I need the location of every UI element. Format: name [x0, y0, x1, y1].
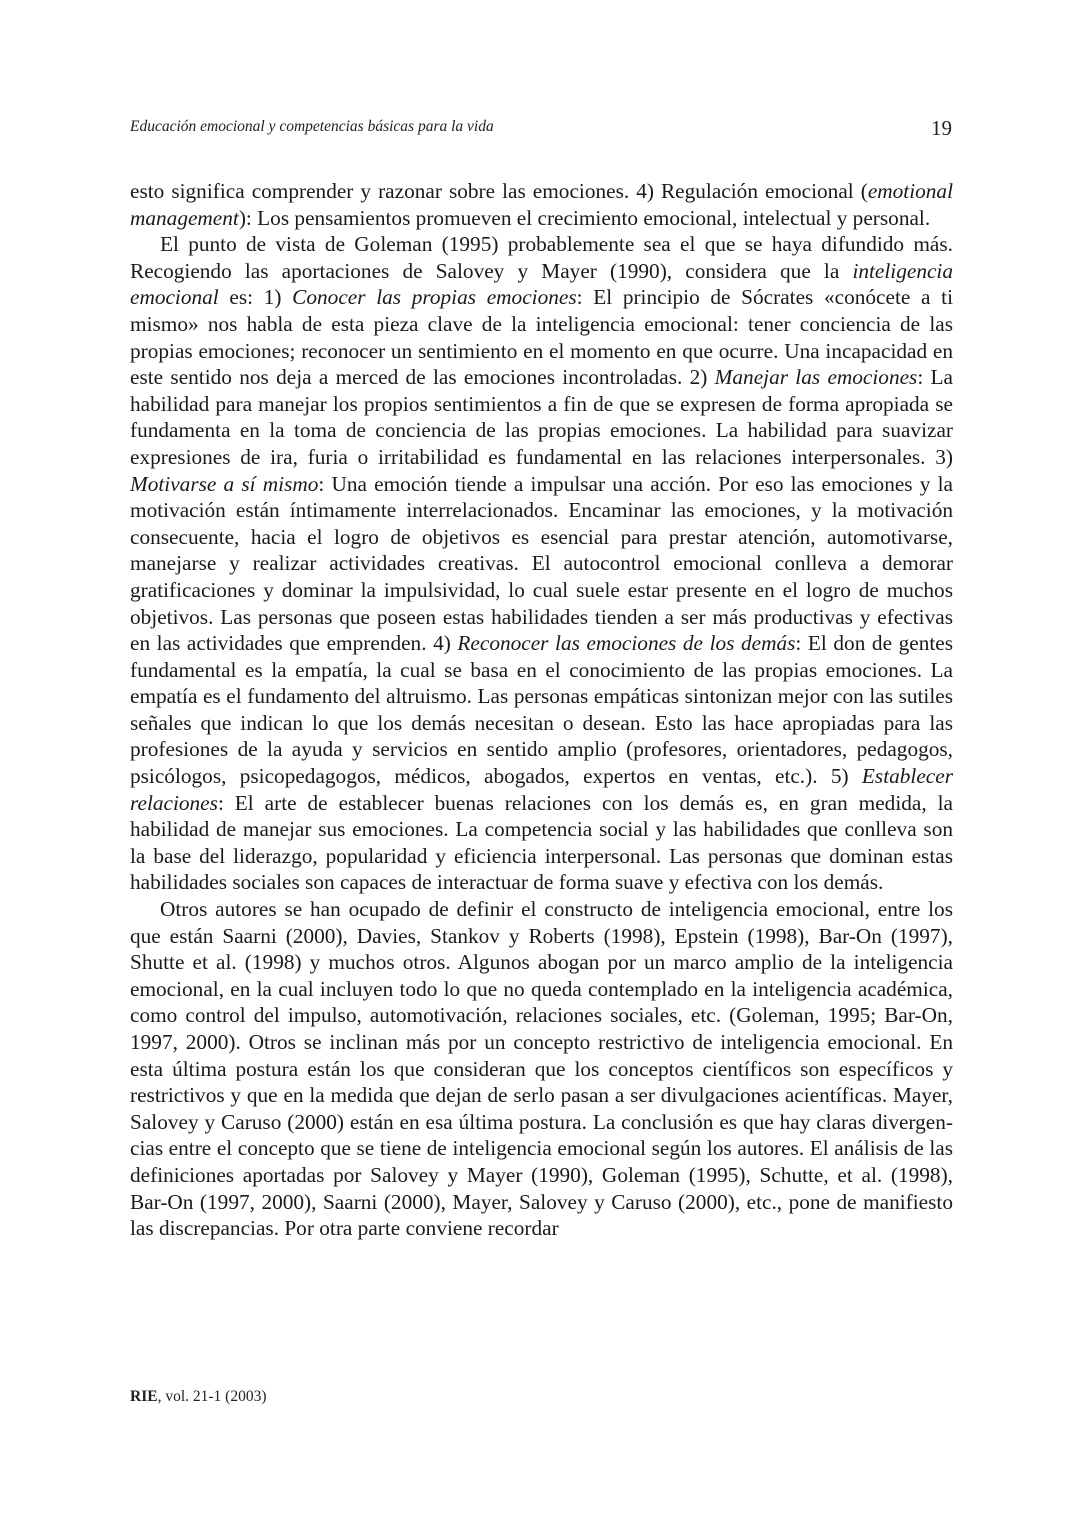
text-run: : La habilidad para manejar los propios sentimientos a fin de que se expresen de forma apropiada se fundamenta en la toma de conciencia de las propias emociones. La habilidad para suavizar expresiones de ira, furia o irritabilidad es fundamental en las relaciones interpersonales. 3) [130, 365, 953, 469]
text-run: : El arte de establecer buenas relaciones con los demás es, en gran medida, la habilidad de manejar sus emociones. La competencia social y las habilidades que conlleva son la base del liderazgo, popularidad y eficiencia interpersonal. Las personas que dominan estas habilidades sociales son capaces de interactuar de forma suave y efectiva con los demás. [130, 790, 953, 895]
italic-term: inteligencia emocional [130, 258, 953, 310]
text-run: : El principio de Sócrates «conócete a ti mismo» nos habla de esta pieza clave de la inteligencia emocional: tener conciencia de las propias emociones; reconocer un sentimiento en el momento en que ocurre. Una incapacidad en este sentido nos deja a merced de las emociones incontroladas. 2) [130, 285, 953, 390]
italic-term: Establecer relaciones [130, 764, 953, 815]
text-run: es: 1) [218, 285, 293, 310]
text-run: esto significa comprender y razonar sobre las emociones. 4) Regulación emocional ( [130, 179, 868, 203]
text-run: : El don de gentes fundamental es la empatía, la cual se basa en el conocimiento de las propias emociones. La empatía es el fundamento del altruismo. Las personas empáticas sintonizan mejor con las sutiles señales que indican lo que los demás necesitan o desean. Esto las hace apropiadas para las profesiones de la ayuda y servicios en sentido amplio (profesores, orientadores, pedagogos, psicólogos, psicopedagogos, médicos, abogados, expertos en ventas, etc.). 5) [130, 631, 953, 789]
italic-term: Reconocer las emociones de los demás [457, 631, 796, 656]
italic-term: emotional management [130, 179, 953, 230]
italic-term: Manejar las emociones [714, 365, 918, 390]
footer-journal: RIE [130, 1388, 158, 1405]
italic-term: Conocer las propias emociones [292, 285, 577, 310]
paragraph [130, 896, 953, 1242]
page-number: 19 [931, 116, 952, 140]
footer-volume: , vol. 21-1 (2003) [157, 1388, 267, 1405]
text-run: ): Los pensamientos promueven el crecimiento emocional, intelectual y personal. [238, 205, 931, 230]
italic-term: Motivarse a sí mismo [130, 471, 319, 496]
text-run: : Una emoción tiende a impulsar una acción. Por eso las emociones y la motivación están íntimamente interrelacionados. Encaminar las emociones, y la motivación consecuente, hacia el logro de objetivos es esencial para prestar atención, automotivarse, manejarse y realizar actividades creativas. El autocontrol emocional conlleva a demorar gratificaciones y dominar la impulsividad, lo cual suele estar presente en el logro de muchos objetivos. Las personas que poseen estas habilidades tienden a ser más productivas y efectivas en las actividades que emprenden. 4) [130, 471, 953, 656]
paragraph [130, 178, 953, 231]
body-text [130, 178, 953, 1242]
footer-citation [130, 1388, 267, 1406]
running-header-title: Educación emocional y competencias básicas para la vida [130, 118, 494, 135]
text-run: El punto de vista de Goleman (1995) probablemente sea el que se haya difundido más. Recogiendo las aportaciones de Salovey y Mayer (1990), considera que la [130, 232, 953, 283]
paragraph [130, 231, 953, 896]
text-run: Otros autores se han ocupado de definir el constructo de inteligencia emocional, entre los que están Saarni (2000), Davies, Stankov y Roberts (1998), Epstein (1998), Bar-On (1997), Shutte et al. (1998) y muchos otros. Algunos abogan por un marco amplio de la inteligencia emocional, en la cual incluyen todo lo que no queda contemplado en la inteligencia académica, como control del impulso, automotivación, relaciones sociales, etc. (Goleman, 1995; Bar-On, 1997, 2000). Otros se inclinan más por un concepto restrictivo de inteligencia emocional. En esta última postura están los que consideran que los conceptos científicos son específicos y restrictivos y que en la medida que dejan de serlo pasan a ser divulgaciones acientíficas. Mayer, Salovey y Caruso (2000) están en esa última postura. La conclusión es que hay claras divergencias entre el concepto que se tiene de inteligencia emocional según los autores. El análisis de las definiciones aportadas por Salovey y Mayer (1990), Goleman (1995), Schutte, et al. (1998), Bar-On (1997, 2000), Saarni (2000), Mayer, Salovey y Caruso (2000), etc., pone de manifiesto las discrepancias. Por otra parte conviene recordar [130, 897, 953, 1241]
